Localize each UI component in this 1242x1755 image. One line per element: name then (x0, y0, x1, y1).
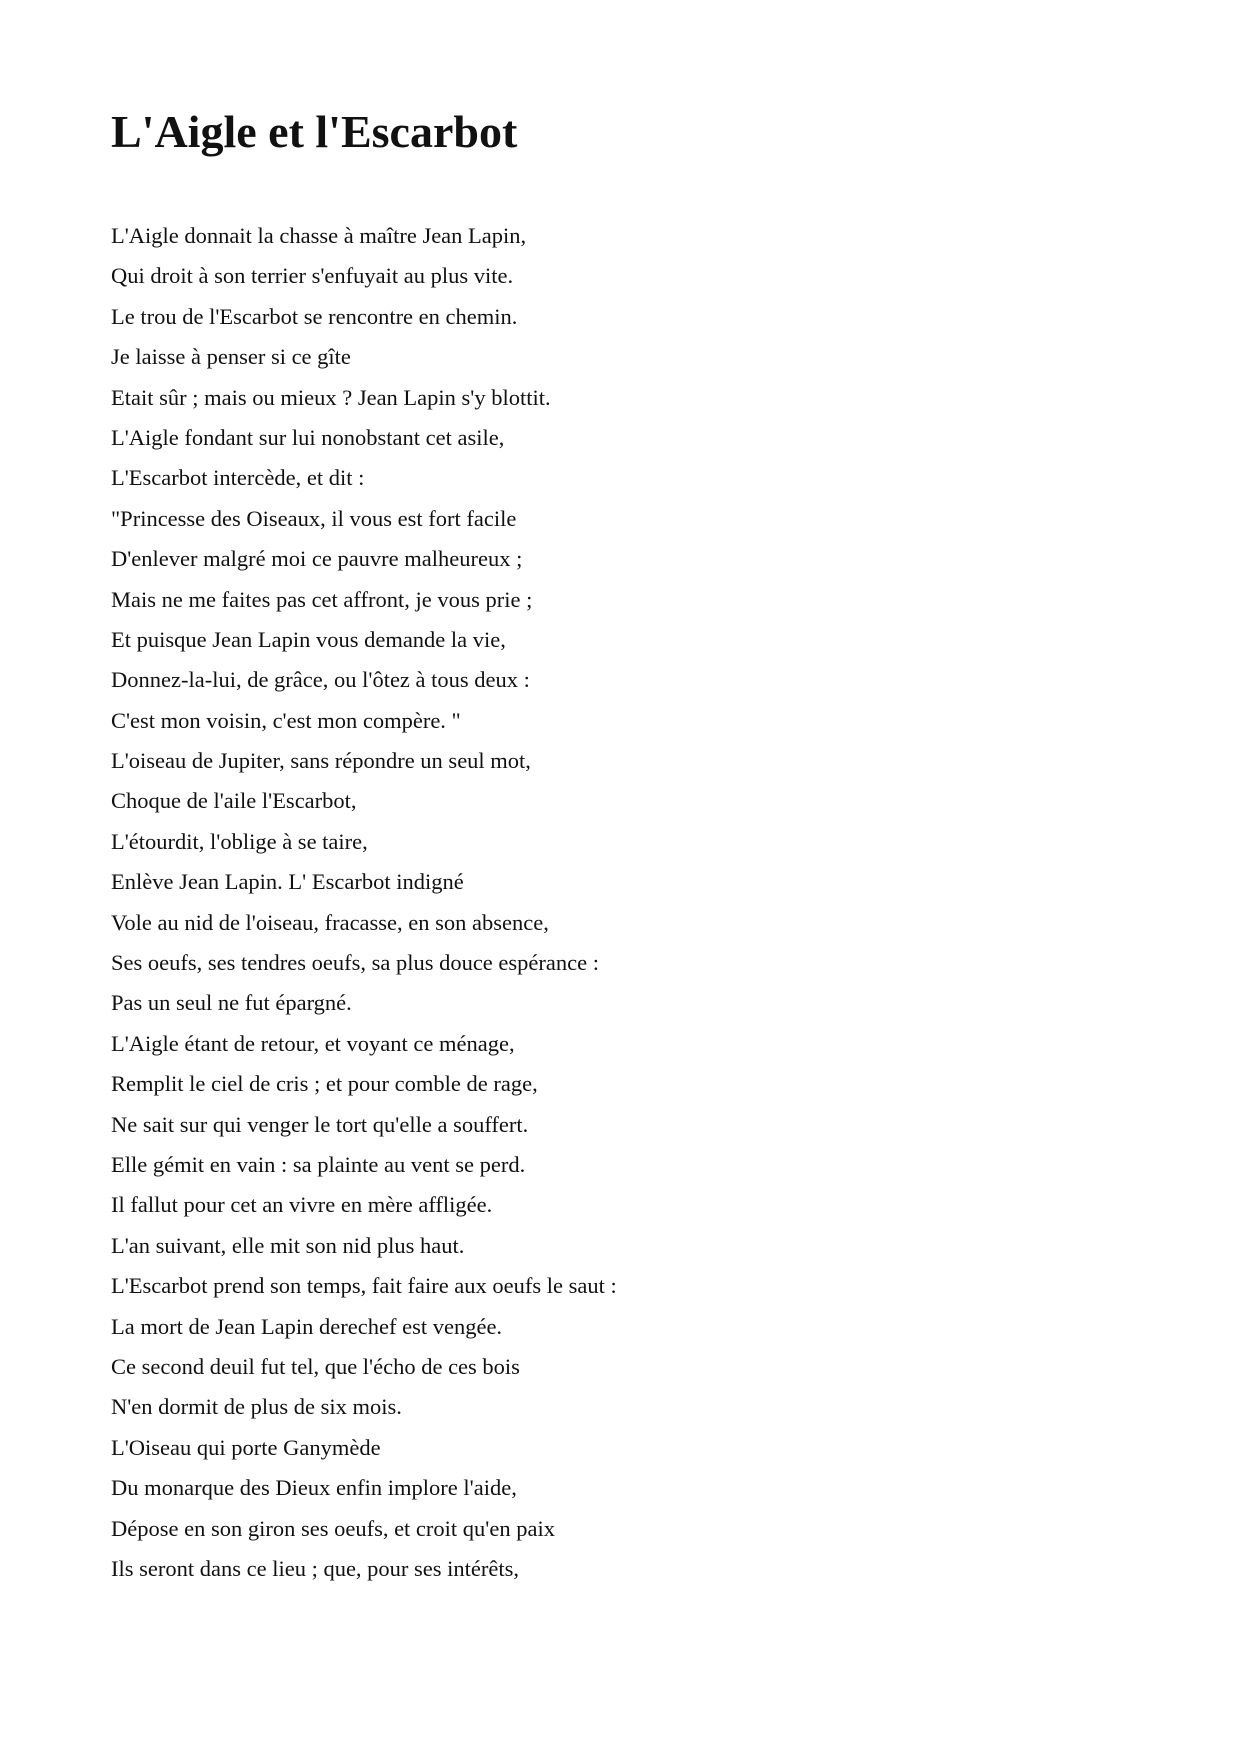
poem-line: Vole au nid de l'oiseau, fracasse, en son absence, (111, 909, 549, 935)
poem-line: Du monarque des Dieux enfin implore l'aide, (111, 1475, 517, 1501)
poem-line: C'est mon voisin, c'est mon compère. " (111, 707, 461, 733)
poem-line: L'Aigle étant de retour, et voyant ce ménage, (111, 1030, 515, 1056)
poem-line: Donnez-la-lui, de grâce, ou l'ôtez à tous deux : (111, 667, 530, 693)
poem-line: Etait sûr ; mais ou mieux ? Jean Lapin s'y blottit. (111, 384, 551, 410)
poem-line: L'Oiseau qui porte Ganymède (111, 1434, 381, 1460)
poem-body (111, 216, 617, 1589)
poem-line: La mort de Jean Lapin derechef est vengée. (111, 1313, 503, 1339)
poem-line: Et puisque Jean Lapin vous demande la vie, (111, 626, 506, 652)
poem-line: Remplit le ciel de cris ; et pour comble de rage, (111, 1071, 538, 1097)
poem-line: Ses oeufs, ses tendres oeufs, sa plus douce espérance : (111, 950, 599, 976)
poem-line: Dépose en son giron ses oeufs, et croit qu'en paix (111, 1515, 555, 1541)
poem-line: L'oiseau de Jupiter, sans répondre un seul mot, (111, 748, 531, 774)
poem-line: Choque de l'aile l'Escarbot, (111, 788, 357, 814)
poem-line: N'en dormit de plus de six mois. (111, 1394, 402, 1420)
poem-line: Ils seront dans ce lieu ; que, pour ses intérêts, (111, 1555, 520, 1581)
poem-line: L'Escarbot intercède, et dit : (111, 465, 365, 491)
poem-line: L'Aigle fondant sur lui nonobstant cet asile, (111, 424, 505, 450)
poem-line: Ne sait sur qui venger le tort qu'elle a souffert. (111, 1111, 529, 1137)
poem-line: Pas un seul ne fut épargné. (111, 990, 352, 1016)
poem-line: Il fallut pour cet an vivre en mère affligée. (111, 1192, 493, 1218)
poem-line: L'Aigle donnait la chasse à maître Jean Lapin, (111, 223, 527, 248)
poem-line: Elle gémit en vain : sa plainte au vent se perd. (111, 1151, 526, 1177)
poem-line: L'étourdit, l'oblige à se taire, (111, 828, 368, 854)
poem-line: Ce second deuil fut tel, que l'écho de ces bois (111, 1353, 520, 1379)
poem-line: Enlève Jean Lapin. L' Escarbot indigné (111, 869, 464, 895)
poem-line: L'an suivant, elle mit son nid plus haut. (111, 1232, 465, 1258)
poem-line: Le trou de l'Escarbot se rencontre en chemin. (111, 303, 518, 329)
page-title: L'Aigle et l'Escarbot (111, 106, 518, 157)
poem-line: L'Escarbot prend son temps, fait faire aux oeufs le saut : (111, 1273, 617, 1299)
poem-line: Qui droit à son terrier s'enfuyait au plus vite. (111, 263, 514, 289)
poem-line: D'enlever malgré moi ce pauvre malheureux ; (111, 546, 523, 572)
poem-line: "Princesse des Oiseaux, il vous est fort facile (111, 505, 517, 531)
poem-line: Mais ne me faites pas cet affront, je vous prie ; (111, 586, 533, 612)
poem-line: Je laisse à penser si ce gîte (111, 344, 351, 370)
